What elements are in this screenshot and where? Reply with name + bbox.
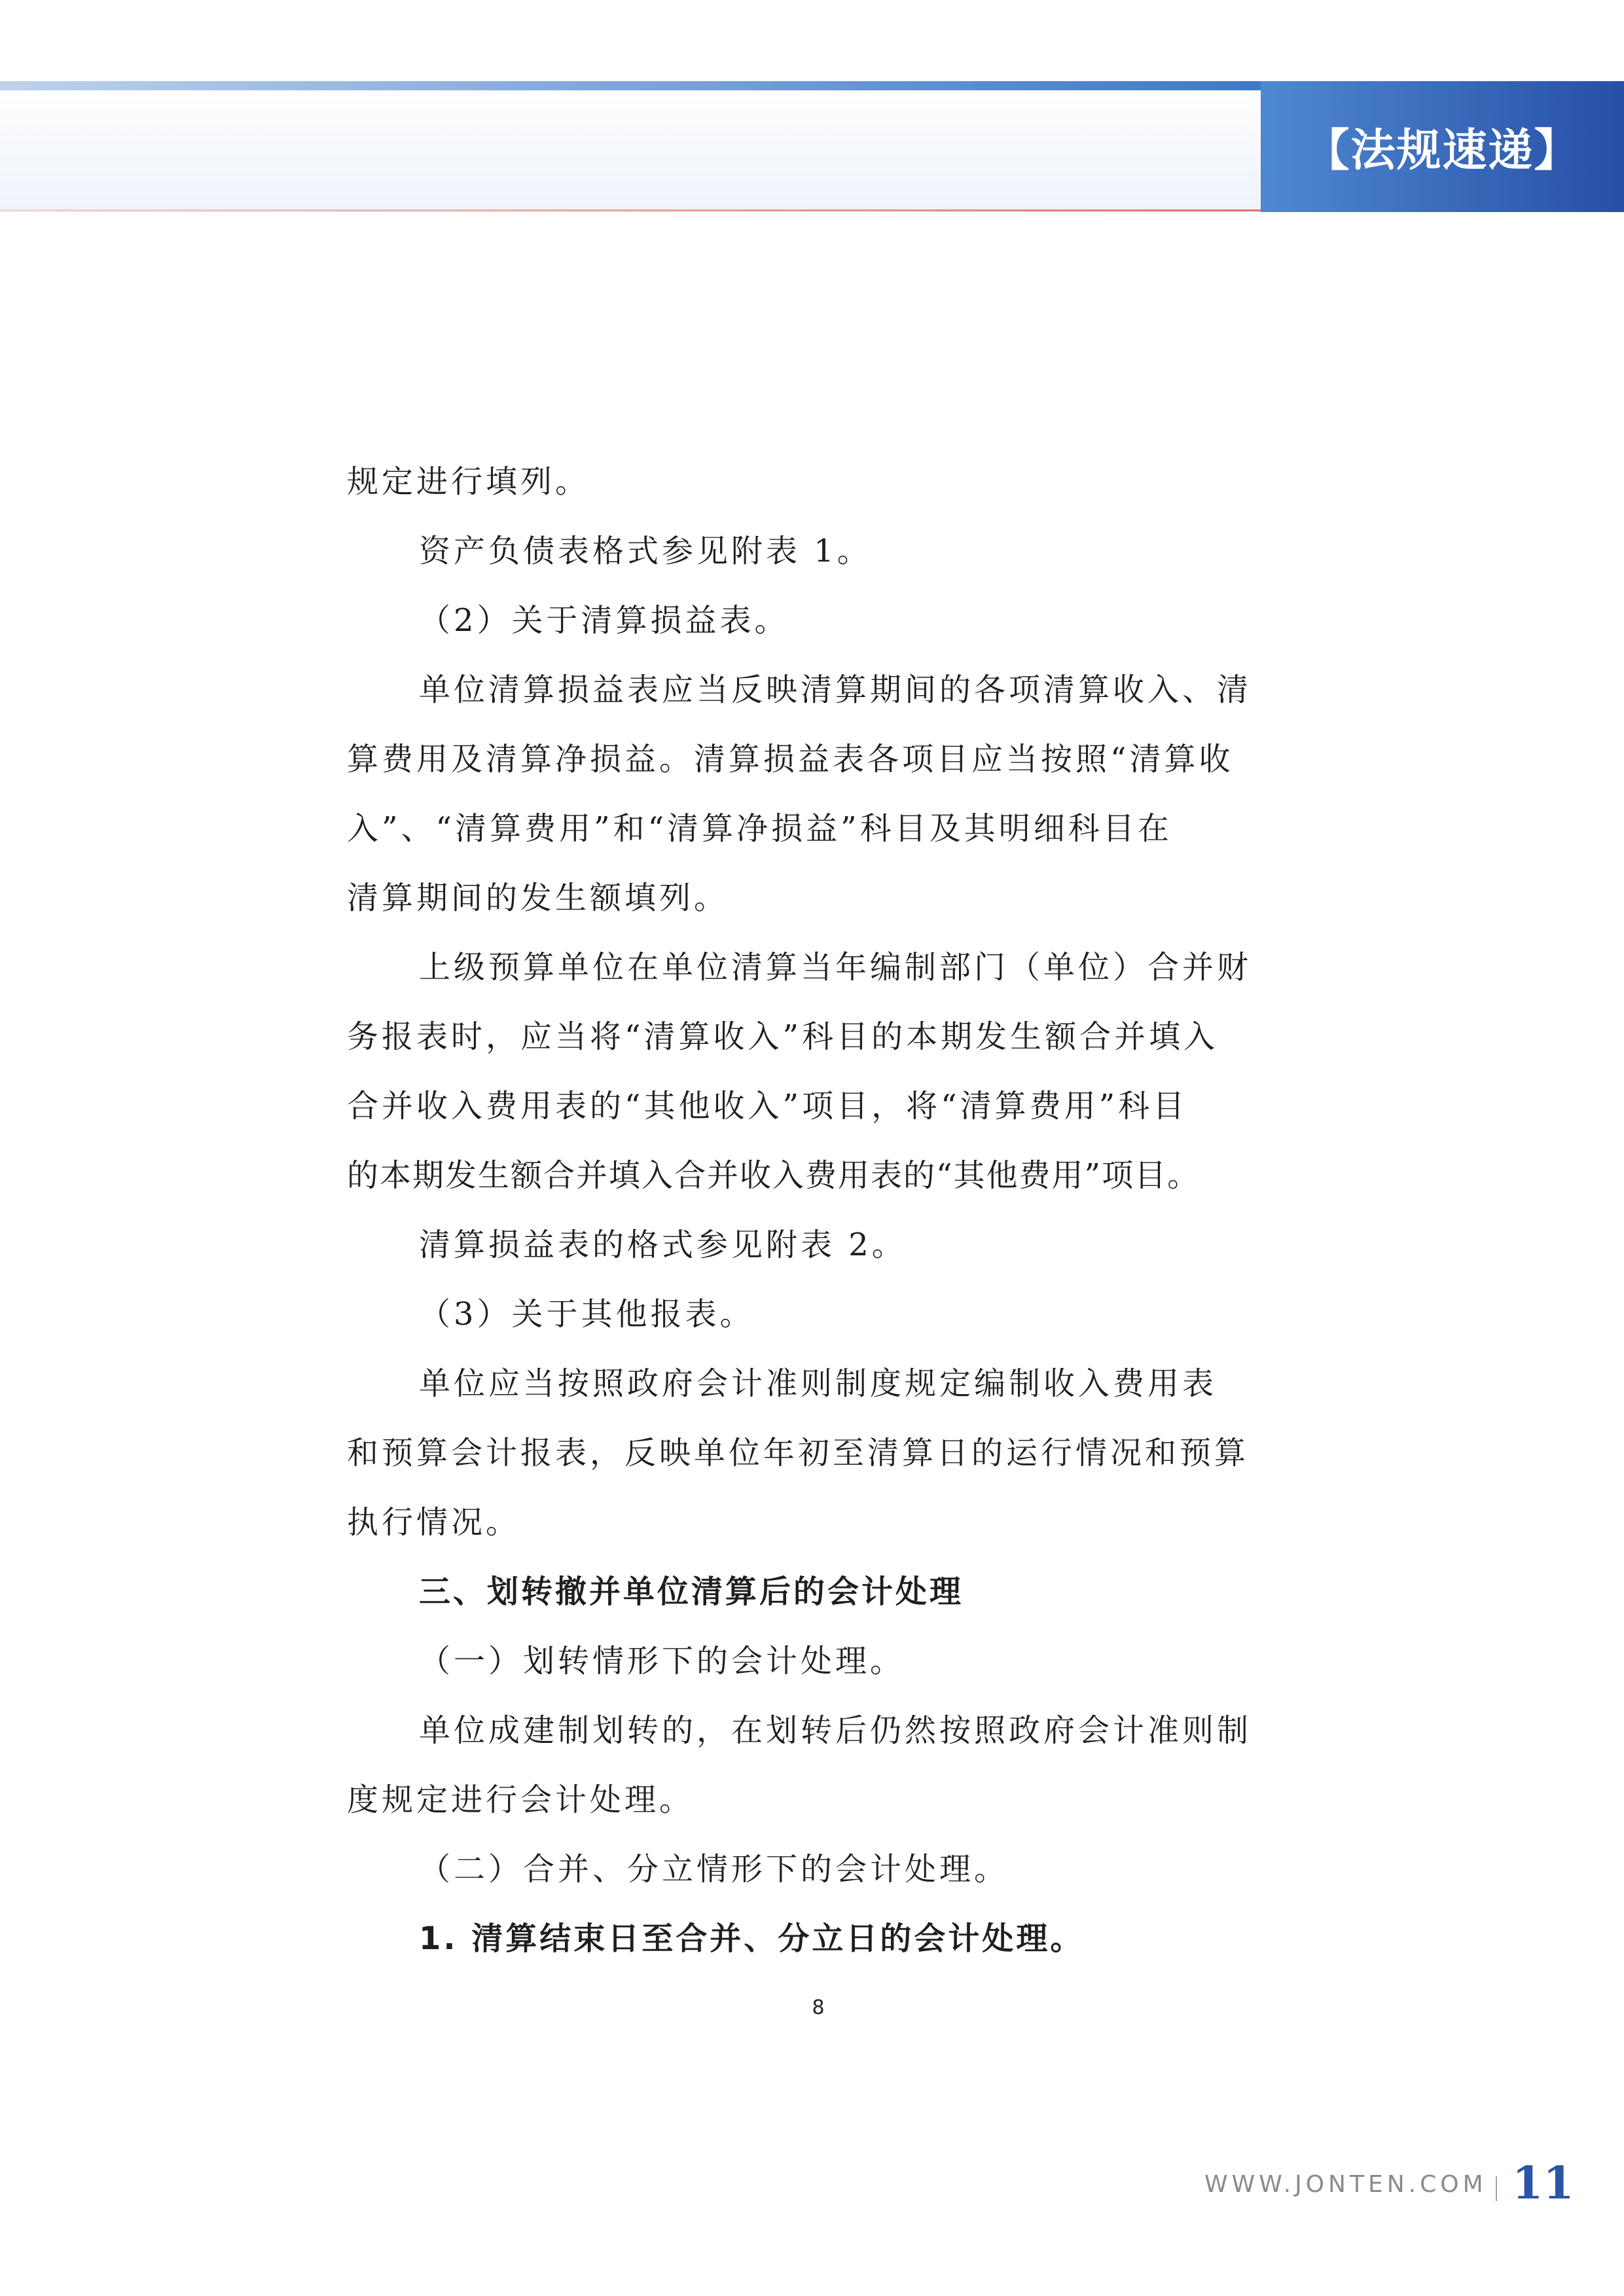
subsection-heading: 1. 清算结束日至合并、分立日的会计处理。 xyxy=(419,1920,1085,1957)
paragraph-line: 的本期发生额合并填入合并收入费用表的“其他费用”项目。 xyxy=(347,1157,1200,1194)
paragraph-line: （二）合并、分立情形下的会计处理。 xyxy=(419,1851,1009,1888)
paragraph-line: 资产负债表格式参见附表 1。 xyxy=(419,533,872,569)
paragraph-line: 清算损益表的格式参见附表 2。 xyxy=(419,1227,907,1263)
paragraph-line: 和预算会计报表，反映单位年初至清算日的运行情况和预算 xyxy=(347,1435,1250,1471)
paragraph-line: 度规定进行会计处理。 xyxy=(347,1782,695,1818)
paragraph-line: 合并收入费用表的“其他收入”项目，将“清算费用”科目 xyxy=(347,1088,1188,1124)
paragraph-line: 规定进行填列。 xyxy=(347,463,590,500)
paragraph-line: 清算期间的发生额填列。 xyxy=(347,880,729,916)
paragraph-line: （2）关于清算损益表。 xyxy=(419,602,789,639)
paragraph-line: 务报表时，应当将“清算收入”科目的本期发生额合并填入 xyxy=(347,1018,1219,1055)
footer-page-number: 11 xyxy=(1512,2157,1574,2210)
paragraph-line: 单位清算损益表应当反映清算期间的各项清算收入、清 xyxy=(419,672,1252,708)
inner-page-number: 8 xyxy=(812,1996,825,2019)
footer-divider xyxy=(1496,2176,1497,2201)
paragraph-line: 上级预算单位在单位清算当年编制部门（单位）合并财 xyxy=(419,949,1252,986)
header-red-line xyxy=(0,209,1261,211)
section-tag: 【法规速递】 xyxy=(1261,81,1624,212)
paragraph-line: （一）划转情形下的会计处理。 xyxy=(419,1643,905,1679)
paragraph-line: 执行情况。 xyxy=(347,1504,521,1541)
section-heading: 三、划转撤并单位清算后的会计处理 xyxy=(419,1573,964,1610)
paragraph-line: 入”、“清算费用”和“清算净损益”科目及其明细科目在 xyxy=(347,810,1172,847)
header-top-line xyxy=(0,81,1261,90)
paragraph-line: 算费用及清算净损益。清算损益表各项目应当按照“清算收 xyxy=(347,741,1234,778)
footer-url: WWW.JONTEN.COM xyxy=(1204,2171,1487,2198)
paragraph-line: 单位成建制划转的，在划转后仍然按照政府会计准则制 xyxy=(419,1712,1252,1749)
header-band xyxy=(0,81,1261,212)
paragraph-line: （3）关于其他报表。 xyxy=(419,1296,755,1333)
paragraph-line: 单位应当按照政府会计准则制度规定编制收入费用表 xyxy=(419,1365,1218,1402)
